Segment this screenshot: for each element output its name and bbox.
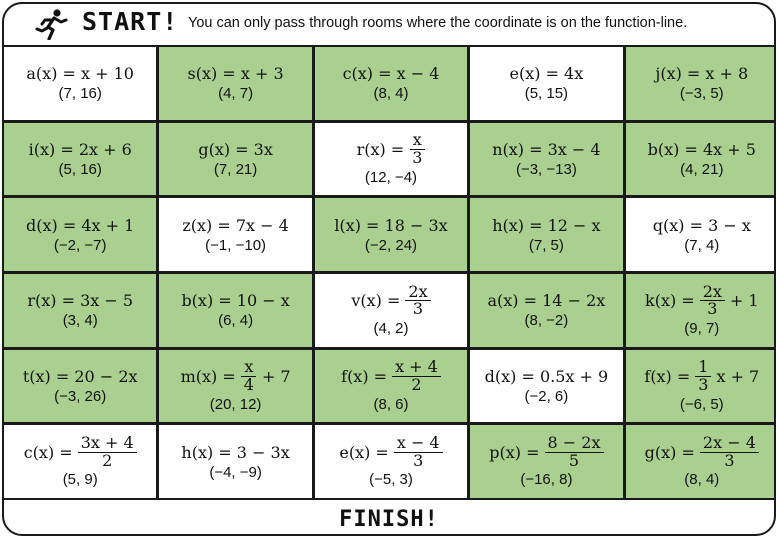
room-coordinate: (4, 21) (680, 160, 724, 178)
fraction (78, 432, 137, 470)
fraction (392, 359, 441, 394)
room-cell[interactable] (159, 47, 311, 120)
room-coordinate: (−16, 8) (520, 471, 573, 489)
function-lhs: v(x) = (351, 291, 401, 311)
room-cell[interactable] (315, 47, 467, 120)
room-coordinate: (8, 4) (373, 85, 409, 103)
function-lhs: g(x) = (644, 442, 695, 462)
room-cell[interactable] (626, 198, 776, 271)
function-text: n(x) = 3x − 4 (492, 139, 601, 159)
room-coordinate: (−2, −7) (53, 236, 107, 254)
fraction-denominator: 2 (411, 374, 422, 394)
fraction (405, 281, 430, 319)
room-function (351, 281, 430, 319)
function-text: a(x) = 14 − 2x (487, 291, 606, 311)
function-text: t(x) = 20 − 2x (22, 366, 138, 386)
room-coordinate: (7, 5) (528, 236, 564, 254)
room-cell[interactable] (626, 350, 776, 423)
room-function (23, 432, 137, 470)
room-coordinate: (−3, 5) (679, 85, 724, 103)
fraction-numerator: 8 − 2x (545, 435, 604, 453)
function-text: a(x) = x + 10 (26, 64, 134, 84)
room-cell[interactable] (470, 198, 622, 271)
room-coordinate: (−3, 26) (54, 387, 107, 405)
room-coordinate: (−3, −13) (515, 160, 577, 178)
function-lhs: k(x) = (645, 291, 695, 311)
room-cell[interactable] (470, 350, 622, 423)
room-function (188, 64, 284, 83)
function-text: q(x) = 3 − x (652, 215, 751, 235)
room-function (648, 140, 756, 159)
function-lhs: f(x) = (341, 366, 388, 386)
function-text: b(x) = 4x + 5 (647, 139, 756, 159)
room-function (29, 140, 132, 159)
fraction (545, 432, 604, 470)
room-function (26, 64, 134, 83)
function-lhs: f(x) = (644, 366, 691, 386)
fraction (695, 359, 711, 394)
fraction (241, 359, 257, 394)
room-coordinate: (−2, 6) (524, 387, 569, 405)
room-cell[interactable] (159, 425, 311, 498)
room-coordinate: (5, 15) (524, 85, 569, 103)
room-coordinate: (−4, −9) (209, 463, 262, 481)
room-function (489, 432, 603, 470)
room-cell[interactable] (315, 350, 467, 423)
room-function (645, 281, 759, 319)
finish-label: FINISH! (339, 507, 439, 532)
function-text: d(x) = 0.5x + 9 (484, 366, 609, 386)
room-function (341, 359, 441, 394)
room-function (492, 216, 600, 235)
function-text: c(x) = x − 4 (342, 64, 440, 84)
room-cell[interactable] (315, 425, 467, 498)
fraction-numerator: 3x + 4 (78, 435, 137, 453)
fraction-numerator: x − 4 (394, 435, 443, 453)
room-coordinate: (7, 21) (213, 160, 258, 178)
fraction-numerator: 2x − 4 (700, 435, 759, 453)
room-coordinate: (3, 4) (62, 312, 98, 330)
room-coordinate: (8, 4) (684, 471, 720, 489)
function-rhs: + 7 (261, 366, 291, 386)
room-coordinate: (5, 16) (58, 160, 102, 178)
room-cell[interactable] (626, 425, 776, 498)
room-coordinate: (7, 4) (684, 236, 720, 254)
room-function (488, 291, 606, 310)
function-text: b(x) = 10 − x (181, 291, 290, 311)
room-function (181, 359, 291, 394)
instruction-text: You can only pass through rooms where the coordinate is on the function-line. (188, 15, 688, 31)
function-text: l(x) = 18 − 3x (334, 215, 448, 235)
room-function (644, 432, 759, 470)
room-cell[interactable] (4, 123, 156, 196)
function-lhs: e(x) = (339, 442, 389, 462)
room-function (510, 64, 584, 83)
room-function (357, 132, 426, 167)
room-coordinate: (4, 7) (218, 85, 254, 103)
room-cell[interactable] (470, 123, 622, 196)
fraction-denominator: 2 (102, 450, 113, 470)
room-cell[interactable] (4, 198, 156, 271)
fraction-denominator: 3 (413, 450, 424, 470)
fraction-denominator: 3 (412, 147, 423, 167)
fraction-denominator: 3 (412, 299, 424, 319)
room-function (653, 216, 751, 235)
function-rhs: x + 7 (716, 366, 760, 386)
room-cell[interactable] (4, 350, 156, 423)
room-cell[interactable] (159, 123, 311, 196)
room-coordinate: (12, −4) (364, 168, 418, 186)
room-cell[interactable] (470, 425, 622, 498)
maze-board (2, 2, 776, 536)
room-cell[interactable] (315, 123, 467, 196)
fraction-numerator: 1 (695, 359, 711, 377)
room-coordinate: (5, 9) (62, 471, 98, 489)
room-function (181, 291, 289, 310)
room-cell[interactable] (159, 198, 311, 271)
room-cell[interactable] (626, 123, 776, 196)
room-function (655, 64, 748, 83)
function-text: h(x) = 3 − 3x (181, 442, 290, 462)
header (4, 4, 774, 44)
function-lhs: p(x) = (489, 442, 540, 462)
room-cell[interactable] (315, 274, 467, 347)
function-text: h(x) = 12 − x (492, 215, 601, 235)
room-coordinate: (8, −2) (524, 312, 569, 330)
room-cell[interactable] (159, 274, 311, 347)
fraction-numerator: x (410, 132, 425, 150)
room-function (27, 291, 133, 310)
function-text: e(x) = 4x (509, 64, 584, 84)
function-text: r(x) = 3x − 5 (27, 291, 134, 311)
fraction (409, 132, 425, 167)
function-text: j(x) = x + 8 (655, 64, 749, 84)
room-coordinate: (−2, 24) (364, 236, 418, 254)
function-text: z(x) = 7x − 4 (182, 215, 289, 235)
function-lhs: c(x) = (23, 442, 73, 462)
room-function (181, 443, 289, 462)
room-function (334, 216, 447, 235)
room-coordinate: (7, 16) (58, 85, 102, 103)
room-cell[interactable] (315, 198, 467, 271)
room-cell[interactable] (626, 47, 776, 120)
room-coordinate: (8, 6) (373, 395, 409, 413)
room-cell[interactable] (626, 274, 776, 347)
room-coordinate: (−5, 3) (369, 471, 413, 489)
fraction-numerator: 2x (700, 284, 725, 302)
room-cell[interactable] (4, 47, 156, 120)
running-person-icon (34, 8, 70, 40)
function-text: s(x) = x + 3 (187, 64, 284, 84)
room-cell[interactable] (4, 425, 156, 498)
room-coordinate: (−1, −10) (205, 236, 267, 254)
room-grid (4, 45, 776, 500)
room-coordinate: (−6, 5) (679, 395, 724, 413)
room-function (492, 140, 600, 159)
start-label: START! (82, 7, 179, 36)
function-text: i(x) = 2x + 6 (28, 139, 132, 159)
function-text: d(x) = 4x + 1 (26, 215, 135, 235)
function-text: g(x) = 3x (198, 139, 273, 159)
room-cell[interactable] (4, 274, 156, 347)
fraction-numerator: x (241, 359, 256, 377)
fraction-denominator: 5 (568, 450, 580, 470)
room-function (198, 140, 273, 159)
room-function (23, 367, 138, 386)
room-function (644, 359, 759, 394)
fraction-numerator: x + 4 (392, 359, 441, 377)
room-function (182, 216, 288, 235)
fraction (700, 432, 759, 470)
room-coordinate: (20, 12) (209, 395, 262, 413)
room-cell[interactable] (159, 350, 311, 423)
fraction-denominator: 3 (707, 299, 718, 319)
fraction-denominator: 3 (724, 450, 735, 470)
function-rhs: + 1 (729, 291, 759, 311)
fraction-numerator: 2x (405, 284, 430, 302)
room-coordinate: (6, 4) (218, 312, 254, 330)
room-function (485, 367, 609, 386)
room-cell[interactable] (470, 47, 622, 120)
room-cell[interactable] (470, 274, 622, 347)
room-coordinate: (9, 7) (684, 320, 720, 338)
fraction-denominator: 4 (243, 374, 254, 394)
fraction (700, 281, 725, 319)
room-coordinate: (4, 2) (373, 320, 409, 338)
function-lhs: r(x) = (356, 139, 405, 159)
fraction-denominator: 3 (698, 374, 709, 394)
function-lhs: m(x) = (180, 366, 236, 386)
room-function (26, 216, 134, 235)
fraction (394, 432, 443, 470)
room-function (343, 64, 440, 83)
room-function (339, 432, 442, 470)
